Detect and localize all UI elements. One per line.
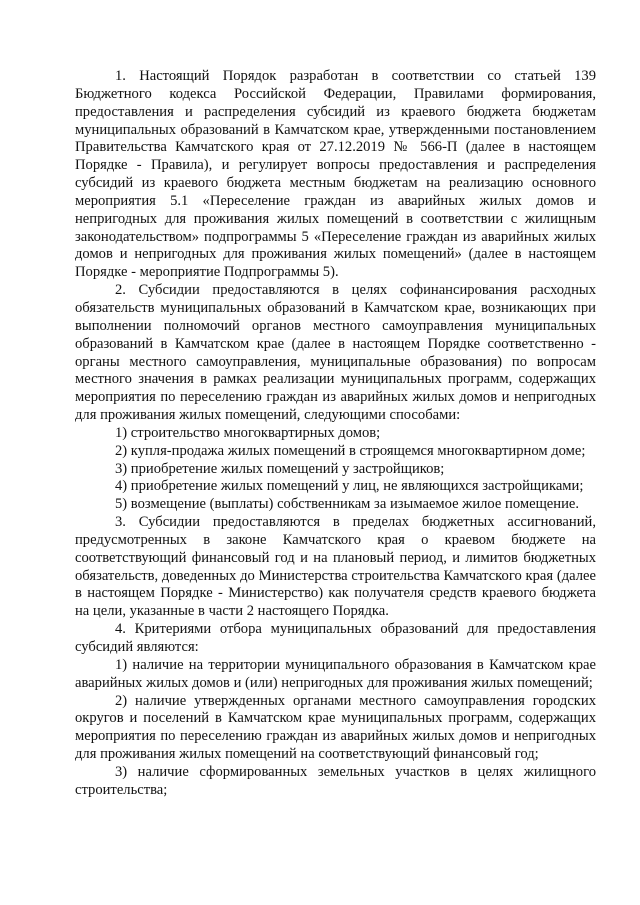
criteria-item-1: 1) наличие на территории муниципального образования в Камчатском крае аварийных жилых домов и (или) непригодных для проживания жилых помещений; bbox=[75, 656, 596, 691]
list-item-2: 2) купля-продажа жилых помещений в строящемся многоквартирном доме; bbox=[115, 442, 586, 459]
list-item-1: 1) строительство многоквартирных домов; bbox=[115, 424, 381, 441]
paragraph-4: 4. Критериями отбора муниципальных образований для предоставления субсидий являются: bbox=[75, 621, 596, 655]
list-item-4: 4) приобретение жилых помещений у лиц, не являющихся застройщиками; bbox=[115, 478, 584, 495]
paragraph-3: 3. Субсидии предоставляются в пределах бюджетных ассигнований, предусмотренных в законе Камчатского края о краевом бюджете на соответствующий финансовый год и на плановый период, и лимитов бюджетных обязательств, доведенных до Министерства строительства Камчатского края (далее в настоящем Порядке - Министерство) как получателя средств краевого бюджета на цели, указанные в части 2 настоящего Порядка. bbox=[75, 514, 596, 620]
list-item-5: 5) возмещение (выплаты) собственникам за изымаемое жилое помещение. bbox=[115, 496, 580, 513]
criteria-item-3: 3) наличие сформированных земельных участков в целях жилищного строительства; bbox=[75, 763, 596, 798]
criteria-item-2: 2) наличие утвержденных органами местного самоуправления городских округов и поселений в Камчатском крае муниципальных программ, содержащих мероприятия по переселению граждан из аварийных жилых домов и непригодных для проживания жилых помещений на соответствующий финансовый год; bbox=[75, 692, 596, 763]
list-item-3: 3) приобретение жилых помещений у застройщиков; bbox=[115, 460, 445, 477]
paragraph-2: 2. Субсидии предоставляются в целях софинансирования расходных обязательств муниципальных образований в Камчатском крае, возникающих при выполнении полномочий органов местного самоуправления муниципальных образований в Камчатском крае (далее в настоящем Порядке соответственно - органы местного самоуправления, муниципальные образования) по вопросам местного значения в рамках реализации муниципальных программ, содержащих мероприятия по переселению граждан из аварийных жилых домов и непригодных для проживания жилых помещений, следующими способами: bbox=[75, 282, 596, 424]
document-page bbox=[75, 68, 596, 800]
paragraph-1: 1. Настоящий Порядок разработан в соответствии со статьей 139 Бюджетного кодекса Российской Федерации, Правилами формирования, предоставления и распределения субсидий из краевого бюджета бюджетам муниципальных образований в Камчатском крае, утвержденными постановлением Правительства Камчатского края от 27.12.2019 № 566-П (далее в настоящем Порядке - Правила), и регулирует вопросы предоставления и распределения субсидий из краевого бюджета местным бюджетам на реализацию основного мероприятия 5.1 «Переселение граждан из аварийных жилых домов и непригодных для проживания жилых помещений в соответствии с жилищным законодательством» подпрограммы 5 «Переселение граждан из аварийных жилых домов и непригодных для проживания жилых помещений» (далее в настоящем Порядке - мероприятие Подпрограммы 5). bbox=[75, 68, 596, 281]
